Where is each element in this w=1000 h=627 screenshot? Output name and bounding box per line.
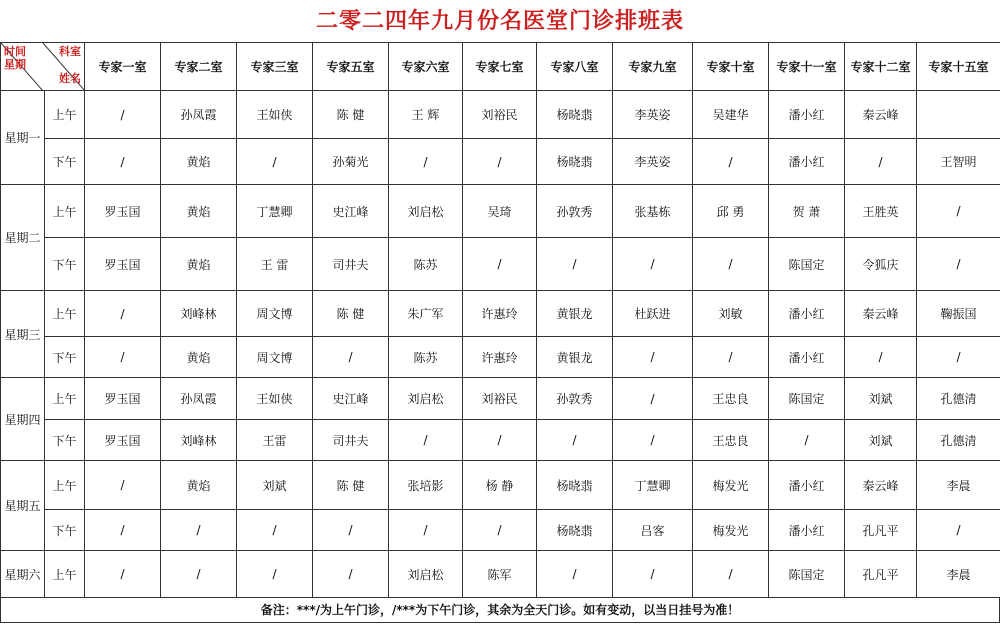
room-header: 专家十室 [693, 43, 769, 91]
period-label: 下午 [45, 337, 85, 378]
doctor-cell: 刘启松 [389, 551, 463, 598]
doctor-cell: / [463, 510, 537, 551]
doctor-cell: 刘斌 [237, 461, 313, 510]
doctor-cell: 杨 静 [463, 461, 537, 510]
room-header: 专家十二室 [845, 43, 917, 91]
schedule-row [1, 378, 1000, 420]
doctor-cell: 刘裕民 [463, 378, 537, 420]
doctor-cell: / [389, 420, 463, 461]
doctor-cell: 黄焰 [161, 185, 237, 238]
schedule-row [1, 337, 1000, 378]
doctor-cell: / [463, 139, 537, 185]
doctor-cell: 黄焰 [161, 238, 237, 291]
doctor-cell: 吴建华 [693, 91, 769, 139]
header-corner [1, 43, 85, 91]
schedule-table [0, 42, 1000, 598]
doctor-cell: / [693, 238, 769, 291]
doctor-cell: 王忠良 [693, 378, 769, 420]
doctor-cell: 刘敏 [693, 291, 769, 337]
doctor-cell: / [85, 551, 161, 598]
doctor-cell: 陈国定 [769, 551, 845, 598]
doctor-cell: 史江峰 [313, 185, 389, 238]
doctor-cell: 鞠振国 [917, 291, 1000, 337]
doctor-cell: 孔凡平 [845, 551, 917, 598]
doctor-cell: / [389, 139, 463, 185]
doctor-cell: 令狐庆 [845, 238, 917, 291]
schedule-row [1, 461, 1000, 510]
doctor-cell: 许惠玲 [463, 337, 537, 378]
day-label: 星期六 [1, 551, 45, 598]
doctor-cell: / [237, 139, 313, 185]
doctor-cell: 贺 萧 [769, 185, 845, 238]
day-label: 星期三 [1, 291, 45, 378]
doctor-cell: 王胜英 [845, 185, 917, 238]
schedule-row [1, 91, 1000, 139]
footer-note: 备注：***/为上午门诊，/***为下午门诊，其余为全天门诊。如有变动，以当日挂号为准！ [0, 597, 1000, 623]
doctor-cell: 李英姿 [613, 139, 693, 185]
period-label: 上午 [45, 461, 85, 510]
doctor-cell: 李晨 [917, 461, 1000, 510]
doctor-cell: 陈 健 [313, 291, 389, 337]
doctor-cell: / [693, 551, 769, 598]
doctor-cell: 孙敦秀 [537, 378, 613, 420]
doctor-cell: 梅发光 [693, 461, 769, 510]
doctor-cell: 罗玉国 [85, 185, 161, 238]
doctor-cell: / [613, 337, 693, 378]
doctor-cell: 丁慧卿 [237, 185, 313, 238]
doctor-cell: 梅发光 [693, 510, 769, 551]
doctor-cell: / [389, 510, 463, 551]
doctor-cell: 孙敦秀 [537, 185, 613, 238]
day-label: 星期五 [1, 461, 45, 551]
room-header: 专家九室 [613, 43, 693, 91]
doctor-cell: 司井夫 [313, 238, 389, 291]
doctor-cell: 罗玉国 [85, 378, 161, 420]
doctor-cell: / [917, 185, 1000, 238]
room-header: 专家七室 [463, 43, 537, 91]
doctor-cell: 王如侠 [237, 91, 313, 139]
doctor-cell: / [85, 337, 161, 378]
corner-label-time: 时间 星期 [4, 45, 26, 71]
doctor-cell: / [85, 510, 161, 551]
doctor-cell: / [537, 420, 613, 461]
doctor-cell [917, 91, 1000, 139]
day-label: 星期一 [1, 91, 45, 185]
doctor-cell: 刘斌 [845, 378, 917, 420]
room-header: 专家八室 [537, 43, 613, 91]
period-label: 上午 [45, 551, 85, 598]
doctor-cell: 司井夫 [313, 420, 389, 461]
doctor-cell: / [161, 510, 237, 551]
doctor-cell: 王如侠 [237, 378, 313, 420]
doctor-cell: 秦云峰 [845, 91, 917, 139]
doctor-cell: / [917, 510, 1000, 551]
doctor-cell: 刘峰林 [161, 291, 237, 337]
doctor-cell: 王智明 [917, 139, 1000, 185]
doctor-cell: / [463, 238, 537, 291]
doctor-cell: / [237, 551, 313, 598]
doctor-cell: 黄焰 [161, 139, 237, 185]
period-label: 上午 [45, 91, 85, 139]
doctor-cell: 丁慧卿 [613, 461, 693, 510]
doctor-cell: 罗玉国 [85, 420, 161, 461]
doctor-cell: / [613, 238, 693, 291]
doctor-cell: 孔德清 [917, 420, 1000, 461]
room-header: 专家十一室 [769, 43, 845, 91]
doctor-cell: / [85, 461, 161, 510]
doctor-cell: 秦云峰 [845, 461, 917, 510]
doctor-cell: 吴琦 [463, 185, 537, 238]
doctor-cell: / [613, 551, 693, 598]
period-label: 下午 [45, 139, 85, 185]
doctor-cell: 潘小红 [769, 291, 845, 337]
doctor-cell: / [613, 420, 693, 461]
doctor-cell: 黄焰 [161, 461, 237, 510]
schedule-row [1, 139, 1000, 185]
room-header: 专家五室 [313, 43, 389, 91]
doctor-cell: 陈国定 [769, 238, 845, 291]
doctor-cell: 潘小红 [769, 91, 845, 139]
doctor-cell: / [85, 91, 161, 139]
doctor-cell: / [313, 510, 389, 551]
doctor-cell: 秦云峰 [845, 291, 917, 337]
period-label: 上午 [45, 378, 85, 420]
doctor-cell: / [537, 551, 613, 598]
doctor-cell: 王雷 [237, 420, 313, 461]
room-header: 专家六室 [389, 43, 463, 91]
doctor-cell: 孔凡平 [845, 510, 917, 551]
doctor-cell: 陈苏 [389, 238, 463, 291]
doctor-cell: / [845, 337, 917, 378]
doctor-cell: 张培影 [389, 461, 463, 510]
schedule-row [1, 238, 1000, 291]
doctor-cell: / [237, 510, 313, 551]
doctor-cell: 刘裕民 [463, 91, 537, 139]
doctor-cell: 刘启松 [389, 185, 463, 238]
doctor-cell: 刘启松 [389, 378, 463, 420]
doctor-cell: / [693, 337, 769, 378]
doctor-cell: / [313, 337, 389, 378]
doctor-cell: 张基栋 [613, 185, 693, 238]
period-label: 上午 [45, 291, 85, 337]
schedule-row [1, 420, 1000, 461]
doctor-cell: 孙凤霞 [161, 91, 237, 139]
doctor-cell: 黄银龙 [537, 291, 613, 337]
doctor-cell: 杜跃进 [613, 291, 693, 337]
schedule-row [1, 291, 1000, 337]
doctor-cell: 杨晓翡 [537, 510, 613, 551]
doctor-cell: 周文博 [237, 337, 313, 378]
day-label: 星期四 [1, 378, 45, 461]
doctor-cell: / [537, 238, 613, 291]
doctor-cell: / [917, 337, 1000, 378]
doctor-cell: 黄焰 [161, 337, 237, 378]
room-header: 专家三室 [237, 43, 313, 91]
doctor-cell: / [613, 378, 693, 420]
doctor-cell: / [845, 139, 917, 185]
doctor-cell: 王 雷 [237, 238, 313, 291]
doctor-cell: 孔德清 [917, 378, 1000, 420]
corner-label-name: 姓名 [59, 72, 81, 85]
room-header: 专家二室 [161, 43, 237, 91]
doctor-cell: 吕客 [613, 510, 693, 551]
doctor-cell: 李英姿 [613, 91, 693, 139]
doctor-cell: / [917, 238, 1000, 291]
doctor-cell: 黄银龙 [537, 337, 613, 378]
doctor-cell: 陈国定 [769, 378, 845, 420]
doctor-cell: / [85, 139, 161, 185]
doctor-cell: 陈苏 [389, 337, 463, 378]
doctor-cell: / [693, 139, 769, 185]
doctor-cell: 罗玉国 [85, 238, 161, 291]
doctor-cell: 史江峰 [313, 378, 389, 420]
doctor-cell: 周文博 [237, 291, 313, 337]
period-label: 下午 [45, 420, 85, 461]
doctor-cell: 杨晓翡 [537, 139, 613, 185]
doctor-cell: 陈 健 [313, 461, 389, 510]
schedule-row [1, 185, 1000, 238]
doctor-cell: 潘小红 [769, 510, 845, 551]
doctor-cell: 王忠良 [693, 420, 769, 461]
doctor-cell: 许惠玲 [463, 291, 537, 337]
doctor-cell: 邱 勇 [693, 185, 769, 238]
doctor-cell: / [313, 551, 389, 598]
doctor-cell: 潘小红 [769, 139, 845, 185]
doctor-cell: 王 辉 [389, 91, 463, 139]
schedule-row [1, 510, 1000, 551]
schedule-row [1, 551, 1000, 598]
doctor-cell: / [463, 420, 537, 461]
doctor-cell: 刘峰林 [161, 420, 237, 461]
doctor-cell: 杨晓翡 [537, 461, 613, 510]
corner-label-dept: 科室 [59, 45, 81, 58]
doctor-cell: 孙凤霞 [161, 378, 237, 420]
doctor-cell: 潘小红 [769, 461, 845, 510]
doctor-cell: 孙菊光 [313, 139, 389, 185]
day-label: 星期二 [1, 185, 45, 291]
doctor-cell: / [769, 420, 845, 461]
doctor-cell: 朱广军 [389, 291, 463, 337]
room-header: 专家十五室 [917, 43, 1000, 91]
doctor-cell: / [85, 291, 161, 337]
period-label: 下午 [45, 510, 85, 551]
room-header: 专家一室 [85, 43, 161, 91]
doctor-cell: 陈军 [463, 551, 537, 598]
period-label: 下午 [45, 238, 85, 291]
page-title: 二零二四年九月份名医堂门诊排班表 [315, 8, 684, 34]
doctor-cell: 杨晓翡 [537, 91, 613, 139]
header-row [1, 43, 1000, 91]
doctor-cell: 李晨 [917, 551, 1000, 598]
doctor-cell: 陈 健 [313, 91, 389, 139]
period-label: 上午 [45, 185, 85, 238]
doctor-cell: / [161, 551, 237, 598]
doctor-cell: 潘小红 [769, 337, 845, 378]
schedule-body [1, 91, 1000, 598]
doctor-cell: 刘斌 [845, 420, 917, 461]
